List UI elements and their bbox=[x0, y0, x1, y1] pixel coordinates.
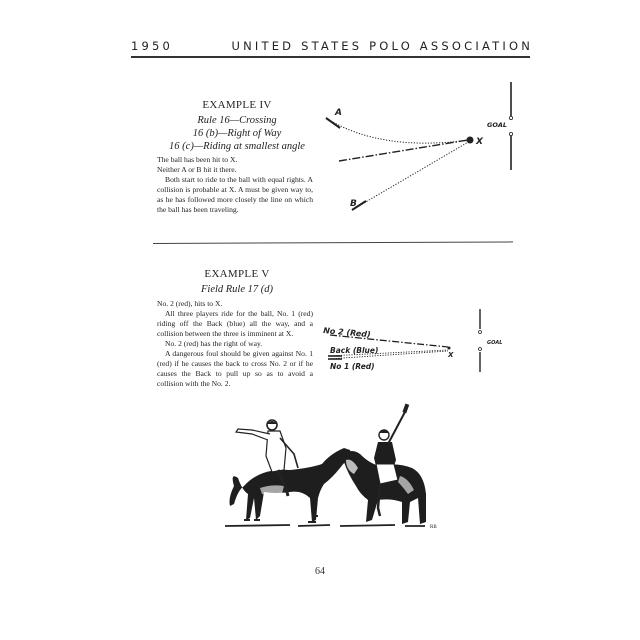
header-rule bbox=[131, 56, 530, 58]
example-v-diagram bbox=[310, 295, 535, 385]
example-iv-diagram bbox=[310, 80, 535, 230]
section-divider bbox=[153, 241, 513, 244]
example-iv-rule-2: 16 (b)—Right of Way bbox=[192, 128, 282, 139]
example-iv-paragraph: Both start to ride to the ball with equal rights. A collision is probable at X. A must be given way to, as he has followed more closely the line on which the ball has been traveling. bbox=[157, 175, 313, 214]
example-v-rule-1: Field Rule 17 (d) bbox=[200, 284, 274, 295]
goal-label: GOAL bbox=[487, 121, 508, 129]
example-iv-rule-3: 16 (c)—Riding at smallest angle bbox=[169, 141, 305, 152]
example-v-paragraph: All three players ride for the ball, No. 1 (red) riding off the Back (blue) all the way, and a collision between the three is imminent at X. bbox=[157, 309, 313, 338]
example-v-title: EXAMPLE V bbox=[204, 268, 270, 280]
running-header bbox=[131, 37, 533, 57]
goal-label: GOAL bbox=[487, 340, 503, 346]
example-iv-body bbox=[157, 155, 313, 215]
example-v-paragraph: No. 2 (red) has the right of way. bbox=[165, 339, 263, 348]
ball-x-label: X bbox=[476, 137, 483, 147]
header-organization: UNITED STATES POLO ASSOCIATION bbox=[231, 39, 533, 53]
polo-players-illustration bbox=[220, 398, 460, 533]
back-label: Back (Blue) bbox=[330, 346, 379, 355]
player-a-label: A bbox=[335, 108, 342, 118]
page-number: 64 bbox=[315, 566, 325, 577]
ball-x-label: X bbox=[448, 351, 454, 359]
example-v-paragraph: A dangerous foul should be given against No. 1 (red) if he causes the back to cross No. 2 or if he causes the Back to pull up so as to avoid a collision with the No. 2. bbox=[157, 349, 313, 388]
example-iv-paragraph: Neither A or B hit it there. bbox=[157, 165, 237, 174]
example-iv-title: EXAMPLE IV bbox=[202, 99, 272, 111]
example-iv-rule-1: Rule 16—Crossing bbox=[197, 115, 277, 126]
example-iv-paragraph: The ball has been hit to X. bbox=[157, 155, 238, 164]
no1-label: No 1 (Red) bbox=[330, 362, 375, 371]
example-v-paragraph: No. 2 (red), hits to X. bbox=[157, 299, 223, 308]
header-year: 1950 bbox=[131, 39, 174, 53]
player-b-label: B bbox=[350, 199, 357, 209]
example-v-body bbox=[157, 299, 313, 389]
no2-label: No 2 (Red) bbox=[322, 326, 371, 340]
artist-signature: RB bbox=[430, 525, 437, 530]
